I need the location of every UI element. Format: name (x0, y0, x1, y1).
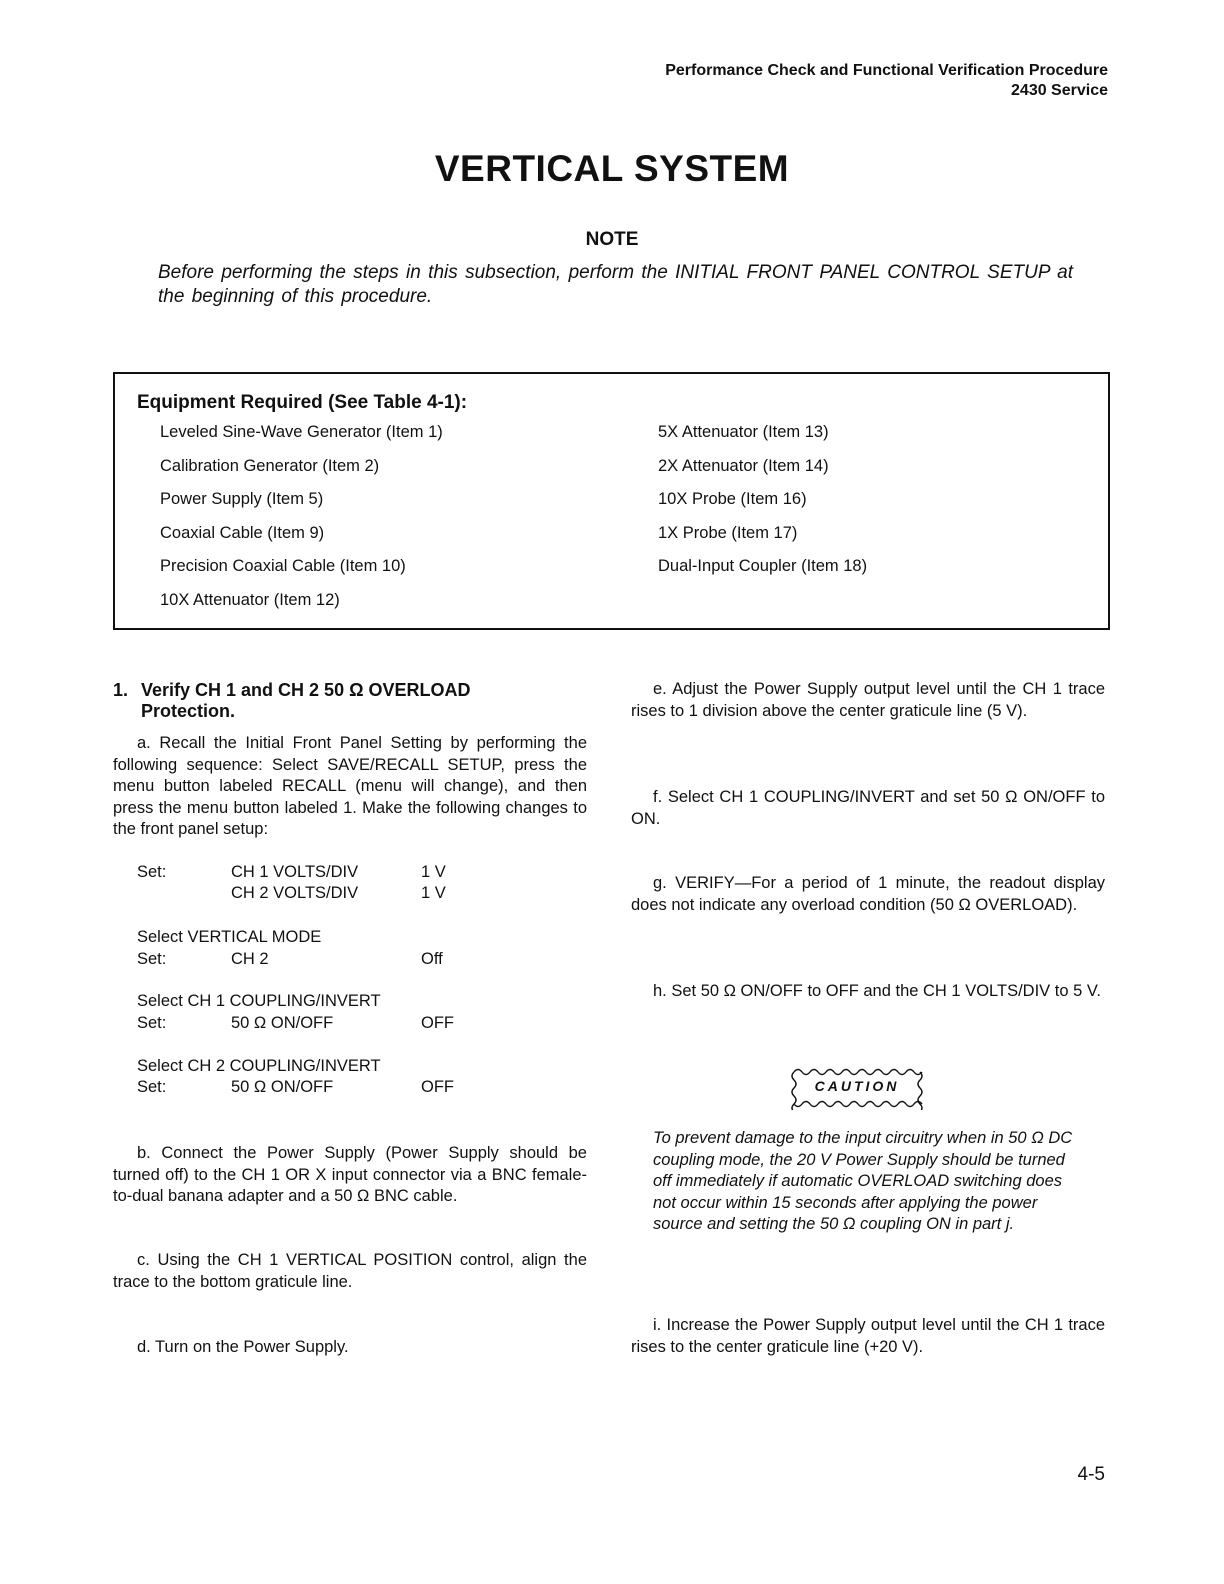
setting-label: Set: (137, 950, 167, 968)
step-f-text: f. Select CH 1 COUPLING/INVERT and set 50 Ω ON/OFF to ON. (631, 788, 1105, 828)
section-title: VERTICAL SYSTEM (434, 148, 790, 189)
equipment-item: 10X Probe (Item 16) (658, 490, 807, 508)
step-c-text: c. Using the CH 1 VERTICAL POSITION control, align the trace to the bottom graticule line. (113, 1251, 587, 1291)
step-a-text: a. Recall the Initial Front Panel Setting by performing the following sequence: Select SAVE/RECALL SETUP, press the menu button labeled RECALL (menu will change), and then press the menu button labeled 1. Make the following changes to the front panel setup: (113, 734, 587, 838)
step-e-text: e. Adjust the Power Supply output level until the CH 1 trace rises to 1 division above the center graticule line (5 V). (631, 680, 1105, 720)
step-heading-line2: Protection. (141, 701, 236, 721)
equipment-item: Precision Coaxial Cable (Item 10) (160, 557, 406, 575)
setting-name: CH 1 VOLTS/DIV (231, 863, 359, 881)
setting-select: Select CH 2 COUPLING/INVERT (137, 1057, 381, 1075)
equipment-title: Equipment Required (See Table 4-1): (137, 392, 468, 413)
setting-value: Off (421, 950, 443, 968)
note-text: Before performing the steps in this subsection, perform the INITIAL FRONT PANEL CONTROL SETUP at the beginning of this procedure. (158, 262, 1073, 307)
setting-name: 50 Ω ON/OFF (231, 1014, 334, 1032)
equipment-item: Power Supply (Item 5) (160, 490, 324, 508)
setting-value: OFF (421, 1078, 454, 1096)
setting-name: 50 Ω ON/OFF (231, 1078, 334, 1096)
equipment-item: Calibration Generator (Item 2) (160, 457, 380, 475)
equipment-item: 1X Probe (Item 17) (658, 524, 798, 542)
setting-select: Select VERTICAL MODE (137, 928, 322, 946)
step-d-text: d. Turn on the Power Supply. (137, 1338, 349, 1356)
step-g-text: g. VERIFY—For a period of 1 minute, the readout display does not indicate any overload condition (50 Ω OVERLOAD). (631, 874, 1105, 914)
equipment-item: Leveled Sine-Wave Generator (Item 1) (160, 423, 443, 441)
setting-label: Set: (137, 1078, 167, 1096)
setting-value: OFF (421, 1014, 454, 1032)
equipment-item: Dual-Input Coupler (Item 18) (658, 557, 868, 575)
note-heading: NOTE (585, 229, 639, 250)
step-b-text: b. Connect the Power Supply (Power Supply should be turned off) to the CH 1 OR X input connector via a BNC female-to-dual banana adapter and a 50 Ω BNC cable. (113, 1144, 587, 1205)
equipment-item: Coaxial Cable (Item 9) (160, 524, 325, 542)
running-header-subtitle: 2430 Service (1011, 82, 1108, 99)
step-heading-line1: Verify CH 1 and CH 2 50 Ω OVERLOAD (141, 680, 471, 700)
page-number: 4-5 (1077, 1464, 1105, 1485)
equipment-item: 5X Attenuator (Item 13) (658, 423, 829, 441)
setting-label: Set: (137, 863, 167, 881)
caution-text: To prevent damage to the input circuitry when in 50 Ω DC coupling mode, the 20 V Power Supply should be turned off immediately if automatic OVERLOAD switching does not occur within 15 seconds after applying the power source and setting the 50 Ω coupling ON in part j. (653, 1129, 1073, 1233)
running-header-title: Performance Check and Functional Verification Procedure (665, 62, 1108, 79)
setting-select: Select CH 1 COUPLING/INVERT (137, 992, 381, 1010)
step-number: 1. (113, 680, 129, 700)
equipment-item: 2X Attenuator (Item 14) (658, 457, 829, 475)
setting-name: CH 2 VOLTS/DIV (231, 884, 359, 902)
setting-name: CH 2 (231, 950, 269, 968)
step-i-text: i. Increase the Power Supply output level until the CH 1 trace rises to the center graticule line (+20 V). (631, 1316, 1105, 1356)
setting-label: Set: (137, 1014, 167, 1032)
setting-value: 1 V (421, 884, 446, 902)
caution-label: CAUTION (814, 1078, 900, 1094)
step-heading (113, 680, 583, 722)
step-h-text: h. Set 50 Ω ON/OFF to OFF and the CH 1 VOLTS/DIV to 5 V. (653, 982, 1101, 1000)
setting-value: 1 V (421, 863, 446, 881)
equipment-item: 10X Attenuator (Item 12) (160, 591, 340, 609)
